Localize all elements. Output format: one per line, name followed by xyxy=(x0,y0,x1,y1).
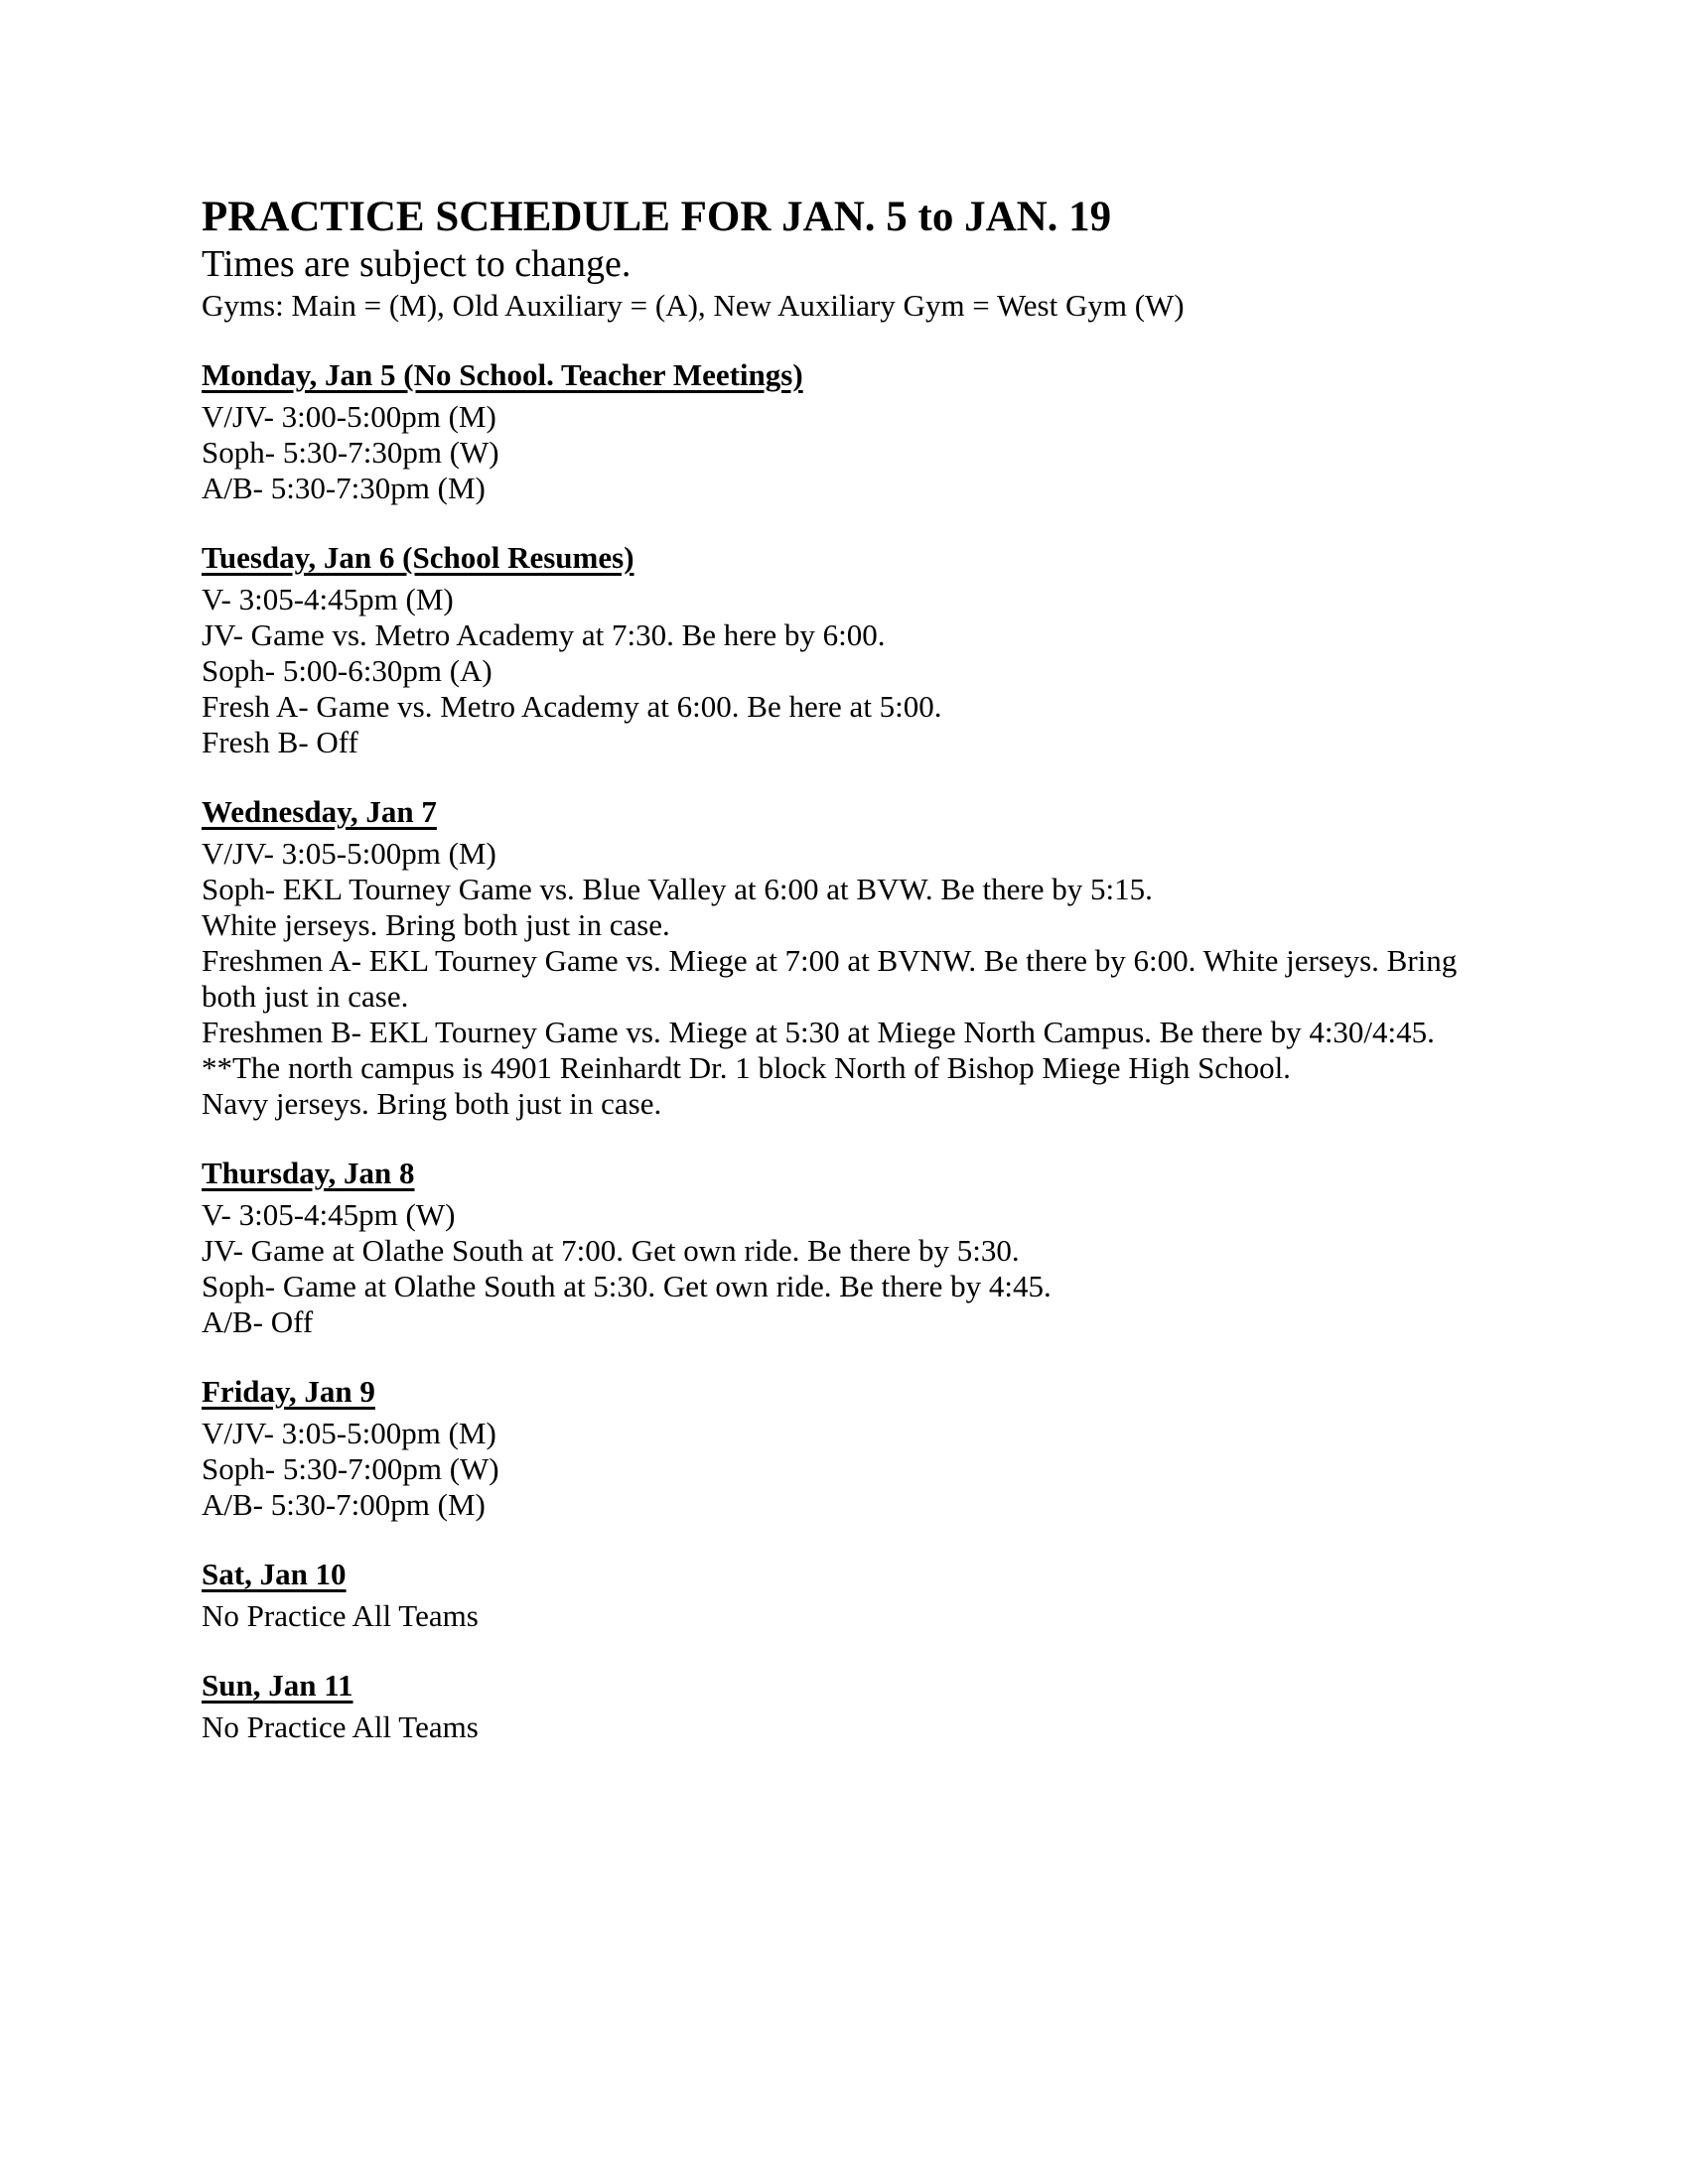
day-heading: Monday, Jan 5 (No School. Teacher Meetings) xyxy=(202,357,803,392)
schedule-line: Soph- 5:30-7:30pm (W) xyxy=(202,435,499,470)
schedule-line: Freshmen B- EKL Tourney Game vs. Miege at 5:30 at Miege North Campus. Be there by 4:30/4:45. xyxy=(202,1015,1435,1049)
schedule-line: **The north campus is 4901 Reinhardt Dr. 1 block North of Bishop Miege High School. xyxy=(202,1050,1291,1085)
schedule-line: V/JV- 3:05-5:00pm (M) xyxy=(202,836,496,871)
schedule-line: Soph- Game at Olathe South at 5:30. Get own ride. Be there by 4:45. xyxy=(202,1269,1052,1303)
schedule-line: A/B- Off xyxy=(202,1304,314,1339)
schedule-line: Navy jerseys. Bring both just in case. xyxy=(202,1086,662,1121)
subtitle: Times are subject to change. xyxy=(202,243,632,285)
schedule-line: JV- Game at Olathe South at 7:00. Get own ride. Be there by 5:30. xyxy=(202,1233,1020,1268)
schedule-line: V/JV- 3:05-5:00pm (M) xyxy=(202,1416,496,1450)
schedule-line: Soph- 5:00-6:30pm (A) xyxy=(202,653,492,688)
schedule-line: No Practice All Teams xyxy=(202,1598,479,1633)
page-title: PRACTICE SCHEDULE FOR JAN. 5 to JAN. 19 xyxy=(202,194,1112,240)
schedule-sections xyxy=(202,357,1519,1745)
schedule-line: Soph- EKL Tourney Game vs. Blue Valley at 6:00 at BVW. Be there by 5:15. xyxy=(202,872,1153,906)
day-section xyxy=(202,1557,1519,1634)
schedule-line: White jerseys. Bring both just in case. xyxy=(202,907,670,942)
day-section xyxy=(202,794,1519,1122)
day-section xyxy=(202,1374,1519,1523)
schedule-line: V- 3:05-4:45pm (W) xyxy=(202,1197,456,1232)
schedule-line: Freshmen A- EKL Tourney Game vs. Miege at 7:00 at BVNW. Be there by 6:00. White jerseys. Bring xyxy=(202,943,1458,978)
schedule-line: both just in case. xyxy=(202,979,409,1014)
schedule-line: V- 3:05-4:45pm (M) xyxy=(202,582,454,616)
day-section xyxy=(202,1668,1519,1745)
day-heading: Thursday, Jan 8 xyxy=(202,1156,415,1190)
day-heading: Sun, Jan 11 xyxy=(202,1668,353,1703)
schedule-line: V/JV- 3:00-5:00pm (M) xyxy=(202,399,496,434)
schedule-line: Soph- 5:30-7:00pm (W) xyxy=(202,1451,499,1486)
schedule-line: Fresh A- Game vs. Metro Academy at 6:00. Be here at 5:00. xyxy=(202,689,942,724)
day-heading: Wednesday, Jan 7 xyxy=(202,794,437,829)
day-heading: Tuesday, Jan 6 (School Resumes) xyxy=(202,540,634,575)
day-section xyxy=(202,540,1519,760)
day-heading: Sat, Jan 10 xyxy=(202,1557,347,1591)
schedule-line: No Practice All Teams xyxy=(202,1709,479,1744)
schedule-line: A/B- 5:30-7:00pm (M) xyxy=(202,1487,486,1522)
day-heading: Friday, Jan 9 xyxy=(202,1374,375,1409)
day-section xyxy=(202,1156,1519,1340)
schedule-line: JV- Game vs. Metro Academy at 7:30. Be here by 6:00. xyxy=(202,617,886,652)
gym-legend: Gyms: Main = (M), Old Auxiliary = (A), New Auxiliary Gym = West Gym (W) xyxy=(202,288,1185,323)
day-section xyxy=(202,357,1519,506)
schedule-line: A/B- 5:30-7:30pm (M) xyxy=(202,471,486,505)
schedule-line: Fresh B- Off xyxy=(202,725,358,759)
